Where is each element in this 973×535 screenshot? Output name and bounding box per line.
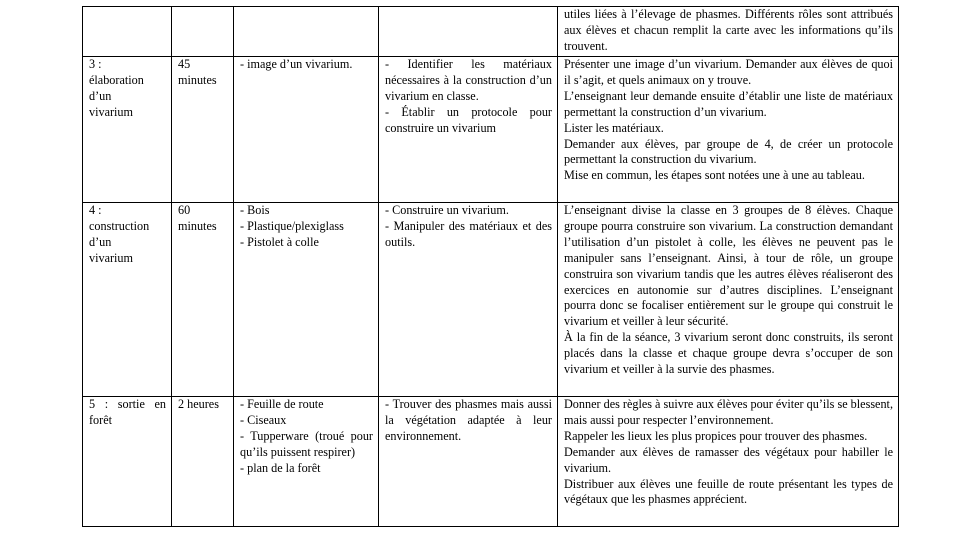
phase-text: élaboration: [89, 72, 144, 87]
phase-text: vivarium: [89, 104, 134, 119]
objective-item: - Établir un protocole pour construire un vivarium: [385, 104, 552, 135]
table-row-phase-3: [83, 57, 899, 203]
phase-text: vivarium: [89, 250, 134, 265]
materials-cell: [234, 203, 379, 397]
duration-cell: [172, 57, 234, 203]
description-cell: [558, 57, 899, 203]
description-text: Distribuer aux élèves une feuille de route présentant les types de végétaux que les phasmes apprécient.: [564, 476, 893, 507]
description-text: Lister les matériaux.: [564, 120, 664, 135]
objectives-cell: [379, 7, 558, 57]
objective-item: - Construire un vivarium.: [385, 203, 509, 217]
objectives-cell: [379, 203, 558, 397]
duration-cell: [172, 203, 234, 397]
duration-text: 2 heures: [178, 397, 219, 411]
lesson-plan-table: [82, 6, 899, 527]
description-cell: [558, 203, 899, 397]
table-row-continuation: [83, 7, 899, 57]
description-text: Présenter une image d’un vivarium. Demander aux élèves de quoi il s’agit, et quels animaux on y trouve.: [564, 57, 893, 87]
description-text: Rappeler les lieux les plus propices pour trouver des phasmes.: [564, 428, 868, 443]
materials-cell: [234, 397, 379, 527]
materials-cell: [234, 57, 379, 203]
objective-item: - Identifier les matériaux nécessaires à la construction d’un vivarium en classe.: [385, 57, 552, 103]
phase-cell: [83, 397, 172, 527]
material-item: - Plastique/plexiglass: [240, 218, 344, 233]
description-cell: [558, 7, 899, 57]
duration-text: 60: [178, 203, 191, 217]
phase-cell: [83, 7, 172, 57]
material-item: - plan de la forêt: [240, 460, 321, 475]
description-text: Donner des règles à suivre aux élèves pour éviter qu’ils se blessent, mais aussi pour respecter l’environnement.: [564, 397, 893, 427]
duration-cell: [172, 397, 234, 527]
description-text: Demander aux élèves de ramasser des végétaux pour habiller le vivarium.: [564, 444, 893, 475]
table-row-phase-5: [83, 397, 899, 527]
table-row-phase-4: [83, 203, 899, 397]
phase-text: d’un: [89, 88, 112, 103]
material-item: - Pistolet à colle: [240, 234, 319, 249]
material-item: - image d’un vivarium.: [240, 57, 353, 71]
description-text: utiles liées à l’élevage de phasmes. Différents rôles sont attribués aux élèves et chacun remplit la carte avec les informations qu’ils trouvent.: [564, 7, 893, 53]
description-text: Mise en commun, les étapes sont notées une à une au tableau.: [564, 168, 865, 183]
description-text: À la fin de la séance, 3 vivarium seront donc construits, ils seront placés dans la classe et chaque groupe devra s’occuper de son vivarium et veiller à la survie des phasmes.: [564, 330, 893, 377]
phase-cell: [83, 57, 172, 203]
description-text: L’enseignant leur demande ensuite d’établir une liste de matériaux permettant la construction d’un vivarium.: [564, 88, 893, 119]
phase-text: 4 :: [89, 203, 102, 217]
description-text: L’enseignant divise la classe en 3 groupes de 8 élèves. Chaque groupe pourra construire son vivarium. La construction demandant l’utilisation d’un pistolet à colle, les élèves ne peuvent pas le manipuler sans l’enseignant. Ainsi, à tour de rôle, un groupe construira son vivarium tandis que les autres élèves réaliseront des exercices en autonomie sur d’autres disciplines. L’enseignant pourra donc se focaliser entièrement sur le groupe qui construit le vivarium et veiller à leur sécurité.: [564, 203, 893, 329]
objectives-cell: [379, 397, 558, 527]
duration-text: 45: [178, 57, 191, 71]
material-item: - Feuille de route: [240, 397, 324, 411]
objectives-cell: [379, 57, 558, 203]
material-item: - Tupperware (troué pour qu’ils puissent respirer): [240, 428, 373, 459]
phase-text: construction: [89, 218, 150, 233]
phase-text: 5 : sortie en forêt: [89, 397, 166, 427]
description-cell: [558, 397, 899, 527]
phase-text: d’un: [89, 234, 112, 249]
objective-item: - Manipuler des matériaux et des outils.: [385, 218, 552, 249]
description-text: Demander aux élèves, par groupe de 4, de créer un protocole permettant la construction du vivarium.: [564, 136, 893, 167]
phase-text: 3 :: [89, 57, 102, 71]
duration-cell: [172, 7, 234, 57]
materials-cell: [234, 7, 379, 57]
duration-text: minutes: [178, 218, 217, 233]
material-item: - Bois: [240, 203, 270, 217]
duration-text: minutes: [178, 72, 217, 87]
material-item: - Ciseaux: [240, 412, 287, 427]
objective-item: - Trouver des phasmes mais aussi la végétation adaptée à leur environnement.: [385, 397, 552, 443]
phase-cell: [83, 203, 172, 397]
